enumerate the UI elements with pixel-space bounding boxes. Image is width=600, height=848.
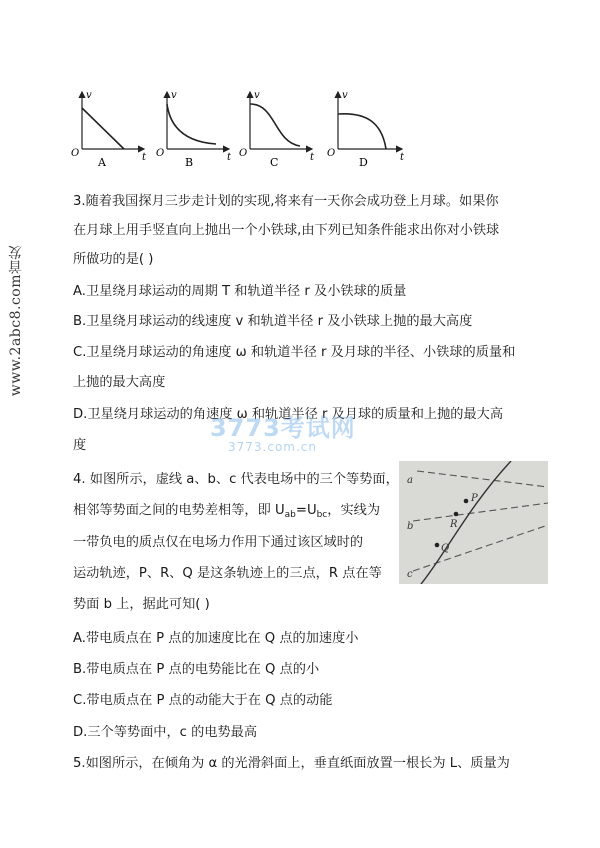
axis-v-label: v — [342, 90, 348, 101]
q4-stem-line-5: 势面 b 上，据此可知( ) — [73, 597, 210, 612]
origin-label: O — [239, 148, 248, 159]
graph-panel-d — [327, 90, 405, 169]
origin-label: O — [156, 148, 165, 159]
q4-option-a: A.带电质点在 P 点的加速度比在 Q 点的加速度小 — [73, 631, 359, 646]
point-p — [464, 499, 469, 504]
panel-label: A — [98, 156, 106, 169]
axis-t-label: t — [142, 152, 147, 163]
axis-v-label: v — [171, 90, 177, 101]
watermark-logo: 3773考试网 — [210, 414, 356, 442]
q4-stem-text-end: ，实线为 — [327, 503, 381, 518]
q3-option-d-line-2: 度 — [73, 438, 87, 453]
subscript-ab: ab — [284, 510, 296, 520]
origin-label: O — [327, 148, 336, 159]
site-watermark — [210, 408, 390, 458]
q3-option-c-line-1: C.卫星绕月球运动的角速度 ω 和轨道半径 r 及月球的半径、小铁球的质量和 — [73, 345, 516, 360]
graph-panel-c — [239, 90, 315, 169]
equipotential-figure — [399, 461, 548, 584]
point-r — [454, 512, 459, 517]
vt-graphs-figure — [68, 86, 413, 170]
axis-t-label: t — [227, 152, 232, 163]
axis-v-label: v — [254, 90, 260, 101]
curve-a — [82, 108, 124, 149]
q5-stem-line-1: 5.如图所示，在倾角为 α 的光滑斜面上，垂直纸面放置一根长为 L、质量为 — [73, 756, 510, 771]
watermark-url: 3773.com.cn — [228, 440, 317, 454]
q4-equals: =U — [295, 503, 317, 518]
equipotential-diagram — [399, 461, 548, 584]
label-p: P — [471, 493, 478, 504]
axis-v-label: v — [86, 90, 92, 101]
vt-graphs-row — [68, 86, 413, 170]
q3-stem-line-1: 3.随着我国探月三步走计划的实现,将来有一天你会成功登上月球。如果你 — [73, 194, 499, 209]
label-q: Q — [441, 543, 450, 554]
q3-option-a: A.卫星绕月球运动的周期 T 和轨道半径 r 及小铁球的质量 — [73, 284, 407, 299]
curve-b — [167, 104, 216, 144]
q4-stem-line-1: 4. 如图所示，虚线 a、b、c 代表电场中的三个等势面， — [73, 472, 399, 487]
axis-t-label: t — [310, 152, 315, 163]
graph-panel-b — [156, 90, 232, 169]
q4-stem-line-4: 运动轨迹，P、R、Q 是这条轨迹上的三点，R 点在等 — [73, 566, 382, 581]
q4-option-b: B.带电质点在 P 点的电势能比在 Q 点的小 — [73, 662, 320, 677]
label-c: c — [407, 569, 413, 580]
label-b: b — [407, 521, 414, 532]
q4-stem-text: 相邻等势面之间的电势差相等，即 U — [73, 503, 285, 518]
graph-panel-a — [71, 90, 147, 169]
panel-label: D — [359, 156, 368, 169]
q3-option-c-line-2: 上抛的最大高度 — [73, 375, 166, 390]
panel-label: B — [185, 156, 194, 169]
side-watermark: www.2abc8.com首发 — [8, 245, 24, 397]
origin-label: O — [71, 148, 80, 159]
panel-label: C — [270, 156, 279, 169]
q3-option-d-line-1: D.卫星绕月球运动的角速度 ω 和轨道半径 r 及月球的质量和上抛的最大高 — [73, 407, 504, 422]
q4-stem-line-2 — [73, 502, 380, 524]
point-q — [435, 543, 440, 548]
axis-t-label: t — [400, 152, 405, 163]
q4-stem-line-3: 一带负电的质点仅在电场力作用下通过该区域时的 — [73, 535, 364, 550]
q3-stem-line-2: 在月球上用手竖直向上抛出一个小铁球,由下列已知条件能求出你对小铁球 — [73, 223, 500, 238]
curve-d — [338, 114, 386, 149]
q4-option-d: D.三个等势面中，c 的电势最高 — [73, 725, 258, 740]
subscript-bc: bc — [316, 510, 328, 520]
label-r: R — [450, 519, 458, 530]
label-a: a — [407, 475, 413, 486]
q3-option-b: B.卫星绕月球运动的线速度 v 和轨道半径 r 及小铁球上抛的最大高度 — [73, 314, 473, 329]
curve-c — [250, 104, 300, 146]
q4-option-c: C.带电质点在 P 点的动能大于在 Q 点的动能 — [73, 693, 333, 708]
q3-stem-line-3: 所做功的是( ) — [73, 252, 154, 267]
